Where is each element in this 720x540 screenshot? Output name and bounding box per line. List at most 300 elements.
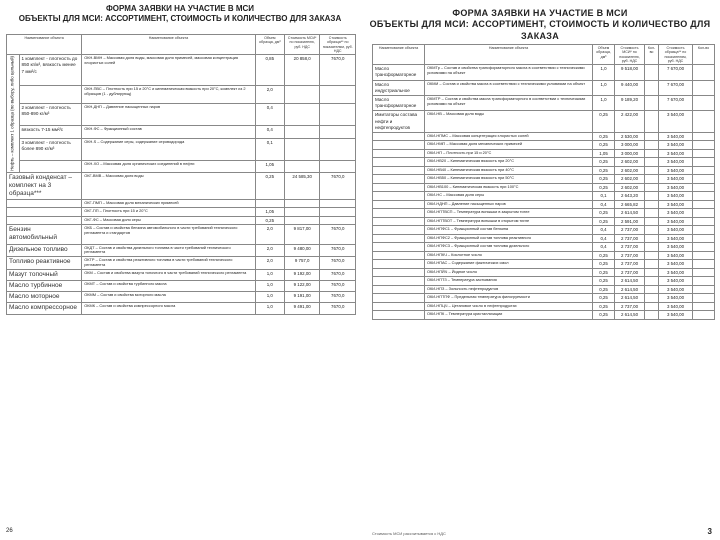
total-cell: 7670,0 xyxy=(320,55,356,86)
table-row xyxy=(373,132,715,141)
volume-cell: 0,25 xyxy=(593,166,615,175)
qty-cell[interactable] xyxy=(645,234,659,243)
qty2-cell[interactable] xyxy=(693,294,715,303)
volume-cell: 1,0 xyxy=(255,303,284,314)
group-cell xyxy=(19,85,82,103)
group-cell xyxy=(373,132,425,141)
volume-cell: 0,25 xyxy=(255,173,284,200)
qty-cell[interactable] xyxy=(645,149,659,158)
cost-cell: 2 602,00 xyxy=(615,158,645,167)
volume-cell: 0,25 xyxy=(593,285,615,294)
total-cell: 7670,0 xyxy=(320,281,356,292)
qty-cell[interactable] xyxy=(645,268,659,277)
group-cell xyxy=(373,243,425,252)
item-cell: ОКИ-НПТЗ – Температура застывания xyxy=(425,277,593,286)
item-cell: ОКИ-НПТВОТ – Температура вспышки в открытом тигле xyxy=(425,217,593,226)
qty-cell[interactable] xyxy=(645,158,659,167)
item-cell: ОКГ-ПП – Плотность при 15 и 20°С xyxy=(82,208,255,217)
right-table xyxy=(372,44,715,320)
group-cell xyxy=(373,141,425,150)
qty2-cell[interactable] xyxy=(693,183,715,192)
group-cell xyxy=(373,175,425,184)
right-header-object: Наименование объекта xyxy=(373,45,425,65)
volume-cell: 1,05 xyxy=(255,208,284,217)
item-cell: ОКМИ – Состав и свойства масла в соответствии с техническими условиями на объект xyxy=(425,80,593,95)
qty2-cell[interactable] xyxy=(693,192,715,201)
right-header-volume: Объем образца, дм³ xyxy=(593,45,615,65)
right-table-header xyxy=(373,45,715,65)
cost-cell: 2 737,00 xyxy=(615,234,645,243)
total-cell: 3 540,00 xyxy=(659,166,693,175)
volume-cell: 0,1 xyxy=(255,139,284,161)
table-row xyxy=(7,257,356,270)
volume-cell: 0,25 xyxy=(593,294,615,303)
qty-cell[interactable] xyxy=(645,183,659,192)
group-cell: Имитаторы состава нефти и нефтепродуктов xyxy=(373,111,425,133)
table-row xyxy=(373,209,715,218)
item-cell: ОКДТ – Состав и свойства дизельного топлива в части требований технического регламента xyxy=(82,244,255,257)
group-cell: Масло трансформаторное xyxy=(373,65,425,80)
item-cell: ОКИ-НП – Плотность при 15 и 20°С xyxy=(425,149,593,158)
group-cell xyxy=(373,251,425,260)
vertical-group-label: Нефть – комплект 1 образца (по выбору, либо цельный) xyxy=(7,55,20,173)
volume-cell: 2,0 xyxy=(255,85,284,103)
item-cell: ОКММ – Состав и свойства моторного масла xyxy=(82,292,255,303)
qty-cell[interactable] xyxy=(645,96,659,111)
item-cell: ОКИ-НВ100 – Кинематическая вязкость при 100°С xyxy=(425,183,593,192)
item-cell: ОКТР – Состав и свойства реактивного топлива в части требований технического регламента xyxy=(82,257,255,270)
qty-cell[interactable] xyxy=(645,294,659,303)
qty2-cell[interactable] xyxy=(693,65,715,80)
left-header-cost: Стоимость МСИ* по показателю, руб. НДС xyxy=(284,35,320,55)
group-cell: Бензин автомобильный xyxy=(7,225,82,244)
group-cell xyxy=(373,192,425,201)
item-cell: ОКГ-ВМВ – Массовая доля воды xyxy=(82,173,255,200)
cost-cell: 2 591,00 xyxy=(615,217,645,226)
total-cell xyxy=(320,104,356,126)
item-cell: ОКИ-НПК – Температура кристаллизации xyxy=(425,311,593,320)
table-row xyxy=(373,158,715,167)
item-cell: ОКН-ХО – Массовая доля органических соединений в нефти xyxy=(82,160,255,172)
left-table-header xyxy=(7,35,356,55)
total-cell xyxy=(320,216,356,225)
qty-cell[interactable] xyxy=(645,80,659,95)
volume-cell: 1,0 xyxy=(593,96,615,111)
right-page-mark: 3 xyxy=(707,527,712,536)
item-cell: ОКМТ – Состав и свойства турбинного масла xyxy=(82,281,255,292)
table-row xyxy=(373,96,715,111)
volume-cell: 0,4 xyxy=(593,200,615,209)
group-cell xyxy=(373,260,425,269)
group-cell xyxy=(373,158,425,167)
volume-cell: 0,25 xyxy=(593,251,615,260)
volume-cell: 0,25 xyxy=(593,111,615,133)
item-cell: ОКИ-НВ20 – Кинематическая вязкость при 20°С xyxy=(425,158,593,167)
table-row xyxy=(7,216,356,225)
item-cell: ОКИ-НПФС1 – Фракционный состав бензина xyxy=(425,226,593,235)
table-row xyxy=(7,104,356,126)
qty2-cell[interactable] xyxy=(693,217,715,226)
group-cell xyxy=(373,311,425,320)
table-row xyxy=(373,65,715,80)
table-row xyxy=(7,303,356,314)
volume-cell: 0,25 xyxy=(593,158,615,167)
total-cell: 3 540,00 xyxy=(659,183,693,192)
group-cell xyxy=(373,209,425,218)
cost-cell: 2 737,00 xyxy=(615,243,645,252)
volume-cell: 0,4 xyxy=(593,226,615,235)
right-header-item: Наименование объекта xyxy=(425,45,593,65)
cost-cell xyxy=(284,104,320,126)
table-row xyxy=(373,311,715,320)
item-cell: ОКИ-НВ – Массовая доля воды xyxy=(425,111,593,133)
volume-cell: 0,85 xyxy=(255,55,284,86)
total-cell: 3 540,00 xyxy=(659,226,693,235)
cost-cell: 3 000,00 xyxy=(615,141,645,150)
total-cell: 3 540,00 xyxy=(659,111,693,133)
cost-cell: 2 737,00 xyxy=(615,226,645,235)
group-cell xyxy=(373,217,425,226)
total-cell: 3 540,00 xyxy=(659,217,693,226)
group-cell: 3 комплект - плотность более 890 кг/м³ xyxy=(19,139,82,161)
group-cell xyxy=(7,200,82,208)
qty2-cell[interactable] xyxy=(693,132,715,141)
left-header-item: Наименование объекта xyxy=(82,35,255,55)
group-cell xyxy=(373,234,425,243)
item-cell: ОКН-ВМН – Массовая доля воды, массовая доля примесей, массовая концентрация хлористых солей xyxy=(82,55,255,86)
cost-cell: 9 518,00 xyxy=(615,65,645,80)
total-cell: 7 670,00 xyxy=(659,65,693,80)
qty-cell[interactable] xyxy=(645,111,659,133)
qty2-cell[interactable] xyxy=(693,209,715,218)
table-row xyxy=(373,192,715,201)
item-cell: ОКМК – Состав и свойства компрессорного масла xyxy=(82,303,255,314)
cost-cell xyxy=(284,208,320,217)
cost-cell: 9 192,00 xyxy=(284,270,320,281)
group-cell xyxy=(373,294,425,303)
item-cell: ОКИ-НМП – Массовая доля механических примесей xyxy=(425,141,593,150)
total-cell xyxy=(320,200,356,208)
volume-cell: 0,25 xyxy=(593,217,615,226)
total-cell: 3 540,00 xyxy=(659,141,693,150)
left-page-number: 26 xyxy=(6,528,13,534)
qty2-cell[interactable] xyxy=(693,158,715,167)
qty2-cell[interactable] xyxy=(693,260,715,269)
total-cell: 3 540,00 xyxy=(659,200,693,209)
table-row xyxy=(7,225,356,244)
table-row xyxy=(7,270,356,281)
qty2-cell[interactable] xyxy=(693,302,715,311)
table-row xyxy=(7,55,356,86)
total-cell: 3 540,00 xyxy=(659,132,693,141)
total-cell: 7670,0 xyxy=(320,257,356,270)
group-cell: Масло моторное xyxy=(7,292,82,303)
total-cell: 7670,0 xyxy=(320,173,356,200)
item-cell: ОКН-ФС – Фракционный состав xyxy=(82,125,255,138)
cost-cell: 9 757,0 xyxy=(284,257,320,270)
total-cell: 3 540,00 xyxy=(659,285,693,294)
table-row xyxy=(7,160,356,172)
item-cell: ОКИ-НС – Массовая доля серы xyxy=(425,192,593,201)
qty-cell[interactable] xyxy=(645,175,659,184)
table-row xyxy=(373,217,715,226)
cost-cell: 9 191,00 xyxy=(284,292,320,303)
item-cell: ОКИ-НПТВСП – Температура вспышки в закрытом тигле xyxy=(425,209,593,218)
group-cell: Масло индустриальное xyxy=(373,80,425,95)
cost-cell: 2 422,00 xyxy=(615,111,645,133)
qty-cell[interactable] xyxy=(645,166,659,175)
item-cell: ОКИ-НПМС – Массовая концентрация хлористых солей xyxy=(425,132,593,141)
qty2-cell[interactable] xyxy=(693,277,715,286)
item-cell: ОКМ – Состав и свойства мазута топочного в части требований технического регламента xyxy=(82,270,255,281)
right-table-wrap xyxy=(372,44,714,320)
group-cell xyxy=(373,277,425,286)
total-cell: 3 540,00 xyxy=(659,294,693,303)
table-row xyxy=(373,111,715,133)
cost-cell: 24 585,30 xyxy=(284,173,320,200)
table-row xyxy=(373,234,715,243)
cost-cell xyxy=(284,85,320,103)
total-cell: 3 540,00 xyxy=(659,311,693,320)
item-cell: ОКИ-НПЦЧ – Цетановое число в нефтепродуктах xyxy=(425,302,593,311)
left-table-body xyxy=(7,55,356,314)
total-cell: 7670,0 xyxy=(320,292,356,303)
total-cell: 3 540,00 xyxy=(659,302,693,311)
item-cell: ОКГ-ПМП – Массовая доля механических примесей xyxy=(82,200,255,208)
group-cell xyxy=(373,183,425,192)
left-header-total: Стоимость образца** по показателям, руб. НДС xyxy=(320,35,356,55)
item-cell: ОКН-ДНП – Давление насыщенных паров xyxy=(82,104,255,126)
group-cell xyxy=(373,166,425,175)
volume-cell: 1,0 xyxy=(593,65,615,80)
group-cell: вязкость 7-15 мм²/с xyxy=(19,125,82,138)
volume-cell: 2,0 xyxy=(255,244,284,257)
volume-cell xyxy=(255,200,284,208)
qty-cell[interactable] xyxy=(645,243,659,252)
qty2-cell[interactable] xyxy=(693,311,715,320)
volume-cell: 1,0 xyxy=(255,292,284,303)
qty-cell[interactable] xyxy=(645,251,659,260)
volume-cell: 1,0 xyxy=(593,80,615,95)
total-cell: 3 540,00 xyxy=(659,149,693,158)
total-cell: 7 670,00 xyxy=(659,80,693,95)
volume-cell: 0,4 xyxy=(593,234,615,243)
cost-cell: 9 817,00 xyxy=(284,225,320,244)
right-header-qty2: Кол-во xyxy=(693,45,715,65)
table-row xyxy=(7,85,356,103)
cost-cell: 2 737,00 xyxy=(615,260,645,269)
qty2-cell[interactable] xyxy=(693,80,715,95)
right-header-qty: Кол-во xyxy=(645,45,659,65)
qty2-cell[interactable] xyxy=(693,226,715,235)
cost-cell: 2 602,00 xyxy=(615,183,645,192)
qty2-cell[interactable] xyxy=(693,111,715,133)
qty2-cell[interactable] xyxy=(693,175,715,184)
qty2-cell[interactable] xyxy=(693,200,715,209)
volume-cell: 0,25 xyxy=(255,216,284,225)
left-header-volume: Объем образца, дм³ xyxy=(255,35,284,55)
total-cell xyxy=(320,160,356,172)
total-cell: 3 540,00 xyxy=(659,209,693,218)
volume-cell: 0,25 xyxy=(593,132,615,141)
total-cell: 3 540,00 xyxy=(659,260,693,269)
group-cell: Мазут топочный xyxy=(7,270,82,281)
cost-cell: 9 122,00 xyxy=(284,281,320,292)
qty-cell[interactable] xyxy=(645,65,659,80)
total-cell: 3 540,00 xyxy=(659,268,693,277)
group-cell: Газовый конденсат – комплект на 3 образца*** xyxy=(7,173,82,200)
item-cell: ОКИ-НДНП – Давление насыщенных паров xyxy=(425,200,593,209)
qty-cell[interactable] xyxy=(645,302,659,311)
item-cell: ОКИ-НПФС3 – Фракционный состав топлива дизельного xyxy=(425,243,593,252)
total-cell: 3 540,00 xyxy=(659,175,693,184)
qty-cell[interactable] xyxy=(645,277,659,286)
table-row xyxy=(7,244,356,257)
group-cell: Масло компрессорное xyxy=(7,303,82,314)
table-row xyxy=(373,277,715,286)
table-row xyxy=(373,80,715,95)
qty-cell[interactable] xyxy=(645,260,659,269)
qty2-cell[interactable] xyxy=(693,166,715,175)
cost-cell: 2 614,50 xyxy=(615,277,645,286)
cost-cell: 2 530,00 xyxy=(615,132,645,141)
table-row xyxy=(373,149,715,158)
table-row xyxy=(373,243,715,252)
volume-cell: 2,0 xyxy=(255,257,284,270)
qty2-cell[interactable] xyxy=(693,141,715,150)
total-cell: 7670,0 xyxy=(320,225,356,244)
total-cell: 3 540,00 xyxy=(659,158,693,167)
left-page-title: ФОРМА ЗАЯВКИ НА УЧАСТИЕ В МСИ ОБЪЕКТЫ ДЛЯ МСИ: АССОРТИМЕНТ, СТОИМОСТЬ И КОЛИЧЕСТВО ДЛЯ ЗАКАЗА xyxy=(18,4,342,23)
item-cell: ОКМТр – Состав и свойства трансформаторного масла в соответствии с техническими условиями на объект xyxy=(425,65,593,80)
right-page xyxy=(360,0,720,540)
cost-cell: 2 737,00 xyxy=(615,268,645,277)
total-cell: 3 540,00 xyxy=(659,251,693,260)
cost-cell: 2 602,00 xyxy=(615,166,645,175)
total-cell: 3 540,00 xyxy=(659,277,693,286)
qty2-cell[interactable] xyxy=(693,243,715,252)
item-cell: ОКИ-НПКЧ – Кислотное число xyxy=(425,251,593,260)
table-row xyxy=(373,141,715,150)
item-cell: ОКН-S – Содержание серы, содержание сероводорода xyxy=(82,139,255,161)
cost-cell: 2 665,82 xyxy=(615,200,645,209)
volume-cell: 1,05 xyxy=(593,149,615,158)
table-row xyxy=(7,292,356,303)
volume-cell: 0,25 xyxy=(593,302,615,311)
volume-cell: 0,25 xyxy=(593,141,615,150)
qty-cell[interactable] xyxy=(645,192,659,201)
cost-cell xyxy=(284,200,320,208)
qty-cell[interactable] xyxy=(645,285,659,294)
right-table-body xyxy=(373,65,715,320)
table-row xyxy=(373,226,715,235)
item-cell: ОКИ-НПАС – Содержание фактических смол xyxy=(425,260,593,269)
group-cell: Топливо реактивное xyxy=(7,257,82,270)
qty2-cell[interactable] xyxy=(693,149,715,158)
qty2-cell[interactable] xyxy=(693,285,715,294)
table-row xyxy=(373,260,715,269)
item-cell: ОКБ – Состав и свойства бензина автомобильного в части требований технического регламента и стандартов xyxy=(82,225,255,244)
item-cell: ОКМТР – Состав и свойства масла трансформаторного в соответствии с техническими условиями на объект xyxy=(425,96,593,111)
qty2-cell[interactable] xyxy=(693,234,715,243)
item-cell: ОКИ-НПЙЧ – Йодное число xyxy=(425,268,593,277)
left-header-object: Наименование объекта xyxy=(7,35,82,55)
item-cell: ОКИ-НПЗ – Зольность нефтепродуктов xyxy=(425,285,593,294)
table-row xyxy=(7,200,356,208)
volume-cell: 1,05 xyxy=(255,160,284,172)
volume-cell: 0,25 xyxy=(593,311,615,320)
table-row xyxy=(7,125,356,138)
total-cell: 3 540,00 xyxy=(659,234,693,243)
qty-cell[interactable] xyxy=(645,132,659,141)
table-row xyxy=(373,251,715,260)
right-footnote: Стоимость МСИ рассчитывается с НДС xyxy=(372,531,446,536)
cost-cell xyxy=(284,160,320,172)
table-row xyxy=(373,183,715,192)
right-page-title: ФОРМА ЗАЯВКИ НА УЧАСТИЕ В МСИ ОБЪЕКТЫ ДЛЯ МСИ: АССОРТИМЕНТ, СТОИМОСТЬ И КОЛИЧЕСТВО ДЛЯ ЗАКАЗА xyxy=(369,8,711,41)
total-cell xyxy=(320,85,356,103)
item-cell: ОКИ-НВ50 – Кинематическая вязкость при 50°С xyxy=(425,175,593,184)
table-row xyxy=(373,268,715,277)
qty-cell[interactable] xyxy=(645,217,659,226)
table-row xyxy=(373,285,715,294)
volume-cell: 0,1 xyxy=(593,192,615,201)
volume-cell: 0,4 xyxy=(593,243,615,252)
group-cell xyxy=(19,160,82,172)
cost-cell xyxy=(284,125,320,138)
volume-cell: 0,25 xyxy=(593,277,615,286)
right-header-total: Стоимость образца** по показателям, руб. НДС xyxy=(659,45,693,65)
item-cell: ОКГ-ФС – Массовая доля серы xyxy=(82,216,255,225)
qty2-cell[interactable] xyxy=(693,268,715,277)
total-cell xyxy=(320,208,356,217)
qty-cell[interactable] xyxy=(645,209,659,218)
volume-cell: 0,25 xyxy=(593,183,615,192)
total-cell: 3 540,00 xyxy=(659,192,693,201)
left-table-wrap xyxy=(6,34,356,315)
qty2-cell[interactable] xyxy=(693,96,715,111)
item-cell: ОКИ-НПТПФ – Предельная температура фильтруемости xyxy=(425,294,593,303)
group-cell xyxy=(373,200,425,209)
table-row xyxy=(373,302,715,311)
qty-cell[interactable] xyxy=(645,141,659,150)
total-cell: 7670,0 xyxy=(320,244,356,257)
volume-cell: 2,0 xyxy=(255,225,284,244)
volume-cell: 0,4 xyxy=(255,125,284,138)
qty-cell[interactable] xyxy=(645,200,659,209)
volume-cell: 0,25 xyxy=(593,209,615,218)
qty-cell[interactable] xyxy=(645,311,659,320)
cost-cell: 2 737,00 xyxy=(615,251,645,260)
cost-cell xyxy=(284,216,320,225)
group-cell: Масло турбинное xyxy=(7,281,82,292)
volume-cell: 0,25 xyxy=(593,260,615,269)
cost-cell: 20 858,0 xyxy=(284,55,320,86)
cost-cell: 2 737,00 xyxy=(615,302,645,311)
group-cell xyxy=(373,268,425,277)
volume-cell: 0,25 xyxy=(593,175,615,184)
qty-cell[interactable] xyxy=(645,226,659,235)
group-cell: 2 комплект - плотность 850-890 кг/м³ xyxy=(19,104,82,126)
volume-cell: 1,0 xyxy=(255,281,284,292)
cost-cell: 2 614,50 xyxy=(615,285,645,294)
total-cell: 3 540,00 xyxy=(659,243,693,252)
group-cell: 1 комплект - плотность до 850 кг/м³, вязкость менее 7 мм²/с xyxy=(19,55,82,86)
item-cell: ОКИ-НВ40 – Кинематическая вязкость при 40°С xyxy=(425,166,593,175)
cost-cell xyxy=(284,139,320,161)
group-cell xyxy=(373,302,425,311)
qty2-cell[interactable] xyxy=(693,251,715,260)
